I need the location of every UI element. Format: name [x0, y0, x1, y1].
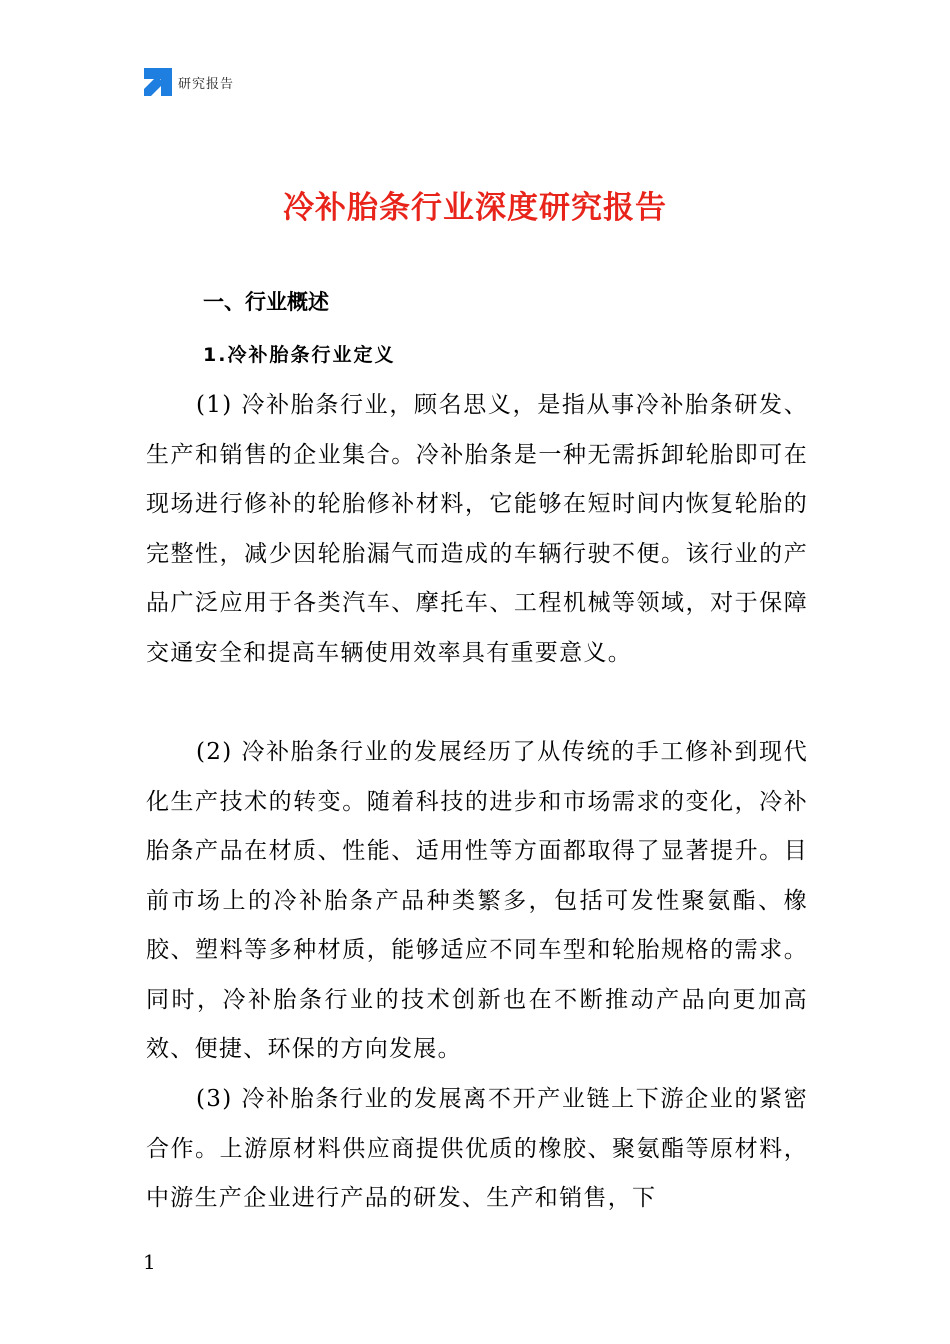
- page-header: [144, 68, 234, 96]
- header-label: 研究报告: [178, 76, 235, 92]
- body-paragraph: (1) 冷补胎条行业，顾名思义，是指从事冷补胎条研发、生产和销售的企业集合。冷补胎条是一种无需拆卸轮胎即可在现场进行修补的轮胎修补材料，它能够在短时间内恢复轮胎的完整性，减少因轮胎漏气而造成的车辆行驶不便。该行业的产品广泛应用于各类汽车、摩托车、工程机械等领域，对于保障交通安全和提高车辆使用效率具有重要意义。: [146, 392, 808, 666]
- page-number: 1: [143, 1250, 156, 1274]
- document-title: 冷补胎条行业深度研究报告: [283, 190, 667, 226]
- body-paragraph: (2) 冷补胎条行业的发展经历了从传统的手工修补到现代化生产技术的转变。随着科技的进步和市场需求的变化，冷补胎条产品在材质、性能、适用性等方面都取得了显著提升。目前市场上的冷补胎条产品种类繁多，包括可发性聚氨酯、橡胶、塑料等多种材质，能够适应不同车型和轮胎规格的需求。同时，冷补胎条行业的技术创新也在不断推动产品向更加高效、便捷、环保的方向发展。: [146, 739, 808, 1062]
- body-paragraph: (3) 冷补胎条行业的发展离不开产业链上下游企业的紧密合作。上游原材料供应商提供优质的橡胶、聚氨酯等原材料，中游生产企业进行产品的研发、生产和销售，下: [146, 1086, 808, 1211]
- section-heading: 一、行业概述: [203, 290, 329, 314]
- arrow-logo-icon: [144, 68, 172, 96]
- subsection-heading: 1.冷补胎条行业定义: [203, 344, 396, 366]
